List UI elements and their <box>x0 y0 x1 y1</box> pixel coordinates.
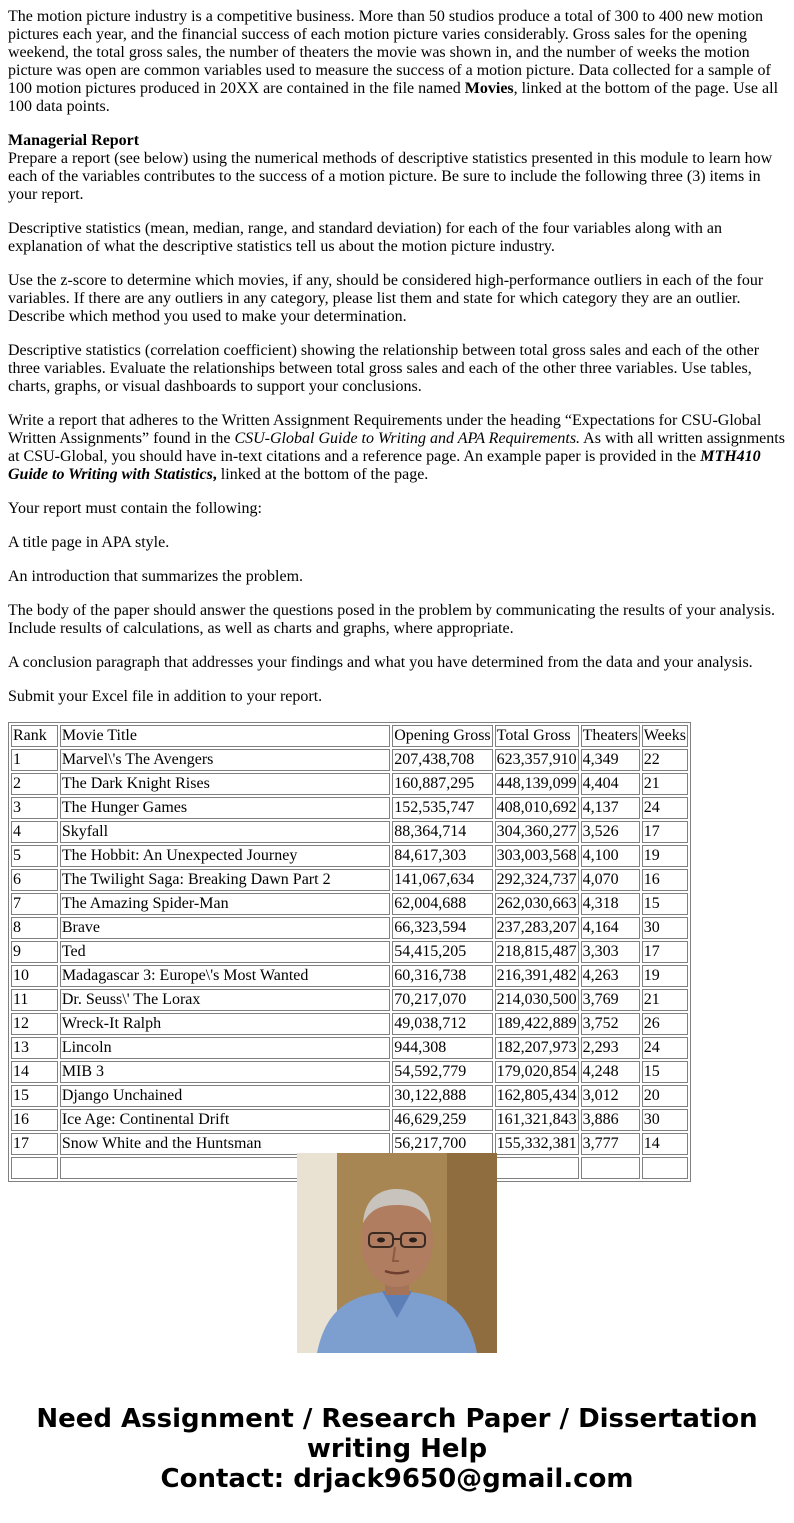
cell-theaters: 3,769 <box>581 989 640 1011</box>
cell-weeks: 14 <box>642 1133 688 1155</box>
cell-opening-gross: 30,122,888 <box>392 1085 492 1107</box>
intro-paragraph <box>8 8 786 116</box>
cell-opening-gross: 49,038,712 <box>392 1013 492 1035</box>
cell-total-gross: 161,321,843 <box>495 1109 579 1131</box>
cell-opening-gross: 88,364,714 <box>392 821 492 843</box>
cell-theaters: 4,100 <box>581 845 640 867</box>
cell-total-gross: 189,422,889 <box>495 1013 579 1035</box>
cell-theaters: 3,012 <box>581 1085 640 1107</box>
cell-weeks: 15 <box>642 1061 688 1083</box>
header-rank: Rank <box>11 725 58 747</box>
footer-line-help: Need Assignment / Research Paper / Dissertation <box>36 1404 758 1434</box>
cell-total-gross: 182,207,973 <box>495 1037 579 1059</box>
cell-total-gross: 303,003,568 <box>495 845 579 867</box>
cell-movie-title: Ted <box>60 941 390 963</box>
cell-opening-gross: 207,438,708 <box>392 749 492 771</box>
cell-rank: 8 <box>11 917 58 939</box>
table-row <box>11 989 688 1011</box>
cell-total-gross: 214,030,500 <box>495 989 579 1011</box>
cell-weeks: 19 <box>642 965 688 987</box>
requirement-conclusion: A conclusion paragraph that addresses your findings and what you have determined from the data and your analysis. <box>8 654 753 671</box>
header-opening-gross: Opening Gross <box>392 725 492 747</box>
cell-theaters: 3,886 <box>581 1109 640 1131</box>
cell-theaters: 4,070 <box>581 869 640 891</box>
cell-opening-gross: 152,535,747 <box>392 797 492 819</box>
cell-total-gross: 292,324,737 <box>495 869 579 891</box>
cell-empty <box>642 1157 688 1179</box>
cell-theaters: 4,137 <box>581 797 640 819</box>
cell-rank: 2 <box>11 773 58 795</box>
cell-theaters: 4,318 <box>581 893 640 915</box>
assignment-text <box>8 8 786 722</box>
cell-movie-title: The Hunger Games <box>60 797 390 819</box>
author-photo <box>297 1153 497 1353</box>
header-movie-title: Movie Title <box>60 725 390 747</box>
cell-opening-gross: 54,592,779 <box>392 1061 492 1083</box>
cell-opening-gross: 62,004,688 <box>392 893 492 915</box>
item-correlation: Descriptive statistics (correlation coefficient) showing the relationship between total gross sales and each of the other three variables. Evaluate the relationships between total gross sales and each of the other three variables. Use tables, charts, graphs, or visual dashboards to support your conclusions. <box>8 342 760 395</box>
cell-theaters: 4,404 <box>581 773 640 795</box>
cell-rank: 13 <box>11 1037 58 1059</box>
cell-movie-title: MIB 3 <box>60 1061 390 1083</box>
cell-rank: 14 <box>11 1061 58 1083</box>
cell-movie-title: Skyfall <box>60 821 390 843</box>
cell-rank: 6 <box>11 869 58 891</box>
report-heading: Managerial Report <box>8 132 140 149</box>
cell-total-gross: 448,139,099 <box>495 773 579 795</box>
cell-movie-title: The Hobbit: An Unexpected Journey <box>60 845 390 867</box>
cell-weeks: 15 <box>642 893 688 915</box>
cell-theaters: 4,349 <box>581 749 640 771</box>
cell-rank: 7 <box>11 893 58 915</box>
cell-opening-gross: 46,629,259 <box>392 1109 492 1131</box>
cell-opening-gross: 56,217,700 <box>392 1133 492 1155</box>
table-row <box>11 1133 688 1155</box>
cell-weeks: 24 <box>642 1037 688 1059</box>
cell-theaters: 4,263 <box>581 965 640 987</box>
write-paragraph <box>8 412 786 484</box>
cell-rank: 11 <box>11 989 58 1011</box>
cell-total-gross: 408,010,692 <box>495 797 579 819</box>
cell-empty <box>581 1157 640 1179</box>
cell-theaters: 4,248 <box>581 1061 640 1083</box>
intro-text-end: , linked at the bottom of the page. Use all 100 data points. <box>8 80 779 115</box>
movies-table-body <box>11 725 688 1179</box>
report-paragraph <box>8 132 786 204</box>
footer-line-contact: Contact: drjack9650@gmail.com <box>160 1464 634 1494</box>
cell-movie-title: Django Unchained <box>60 1085 390 1107</box>
table-row <box>11 797 688 819</box>
cell-movie-title: The Amazing Spider-Man <box>60 893 390 915</box>
table-row <box>11 1061 688 1083</box>
cell-rank: 4 <box>11 821 58 843</box>
cell-movie-title: Madagascar 3: Europe\'s Most Wanted <box>60 965 390 987</box>
cell-weeks: 30 <box>642 1109 688 1131</box>
table-row <box>11 1037 688 1059</box>
report-body: Prepare a report (see below) using the numerical methods of descriptive statistics presented in this module to learn how each of the variables contributes to the success of a motion picture. Be sure to include the following three (3) items in your report. <box>8 150 773 203</box>
table-header-row <box>11 725 688 747</box>
cell-movie-title: Brave <box>60 917 390 939</box>
cell-theaters: 3,303 <box>581 941 640 963</box>
cell-total-gross: 304,360,277 <box>495 821 579 843</box>
table-row <box>11 749 688 771</box>
requirement-title-page: A title page in APA style. <box>8 534 170 551</box>
table-row <box>11 869 688 891</box>
cell-rank: 10 <box>11 965 58 987</box>
cell-theaters: 3,777 <box>581 1133 640 1155</box>
cell-rank: 3 <box>11 797 58 819</box>
cell-theaters: 3,526 <box>581 821 640 843</box>
cell-opening-gross: 944,308 <box>392 1037 492 1059</box>
cell-theaters: 2,293 <box>581 1037 640 1059</box>
intro-text: The motion picture industry is a competitive business. More than 50 studios produce a total of 300 to 400 new motion pictures each year, and the financial success of each motion picture varies considerably. Gross sales for the opening weekend, the total gross sales, the number of theaters the movie was shown in, and the number of weeks the motion picture was open are common variables used to measure the success of a motion picture. Data collected for a sample of 100 motion pictures produced in 20XX are contained in the file named <box>8 8 771 97</box>
cell-total-gross: 623,357,910 <box>495 749 579 771</box>
cell-theaters: 3,752 <box>581 1013 640 1035</box>
item-descriptive: Descriptive statistics (mean, median, range, and standard deviation) for each of the four variables along with an explanation of what the descriptive statistics tell us about the motion picture industry. <box>8 220 722 255</box>
cell-weeks: 26 <box>642 1013 688 1035</box>
cell-opening-gross: 70,217,070 <box>392 989 492 1011</box>
table-row <box>11 893 688 915</box>
cell-opening-gross: 160,887,295 <box>392 773 492 795</box>
write-text-1: Write a report that adheres to the Written Assignment Requirements under the heading “Expectations for CSU-Global Written Assignments” found in the <box>8 412 762 447</box>
table-row <box>11 965 688 987</box>
header-weeks: Weeks <box>642 725 688 747</box>
write-comma: , <box>212 466 217 483</box>
table-row <box>11 845 688 867</box>
cell-rank: 1 <box>11 749 58 771</box>
cell-empty <box>11 1157 58 1179</box>
cell-rank: 12 <box>11 1013 58 1035</box>
cell-total-gross: 179,020,854 <box>495 1061 579 1083</box>
cell-weeks: 16 <box>642 869 688 891</box>
header-theaters: Theaters <box>581 725 640 747</box>
cell-weeks: 21 <box>642 773 688 795</box>
requirement-body: The body of the paper should answer the questions posed in the problem by communicating the results of your analysis. Include results of calculations, as well as charts and graphs, where appropriate. <box>8 602 775 637</box>
cell-total-gross: 162,805,434 <box>495 1085 579 1107</box>
table-row <box>11 1013 688 1035</box>
cell-total-gross: 155,332,381 <box>495 1133 579 1155</box>
cell-movie-title: The Twilight Saga: Breaking Dawn Part 2 <box>60 869 390 891</box>
table-row <box>11 1109 688 1131</box>
cell-movie-title: Snow White and the Huntsman <box>60 1133 390 1155</box>
cell-rank: 9 <box>11 941 58 963</box>
table-row <box>11 941 688 963</box>
cell-movie-title: Dr. Seuss\' The Lorax <box>60 989 390 1011</box>
cell-weeks: 17 <box>642 821 688 843</box>
cell-weeks: 21 <box>642 989 688 1011</box>
cell-rank: 15 <box>11 1085 58 1107</box>
movies-table-container <box>8 722 691 1152</box>
cell-movie-title: Lincoln <box>60 1037 390 1059</box>
cell-weeks: 24 <box>642 797 688 819</box>
cell-weeks: 22 <box>642 749 688 771</box>
requirement-introduction: An introduction that summarizes the problem. <box>8 568 304 585</box>
write-text-2: As with all written assignments at CSU-Global, you should have in-text citations and a reference page. An example paper is provided in the <box>8 430 785 465</box>
cell-opening-gross: 54,415,205 <box>392 941 492 963</box>
requirements-lead: Your report must contain the following: <box>8 500 262 517</box>
item-zscore: Use the z-score to determine which movies, if any, should be considered high-performance outliers in each of the four variables. If there are any outliers in any category, please list them and state for which category they are an outlier. Describe which method you used to make your determination. <box>8 272 764 325</box>
cell-rank: 16 <box>11 1109 58 1131</box>
table-row <box>11 773 688 795</box>
cell-movie-title: Marvel\'s The Avengers <box>60 749 390 771</box>
cell-empty <box>495 1157 579 1179</box>
cell-opening-gross: 141,067,634 <box>392 869 492 891</box>
cell-weeks: 17 <box>642 941 688 963</box>
csu-guide-title: CSU-Global Guide to Writing and APA Requirements. <box>234 430 581 447</box>
cell-movie-title: The Dark Knight Rises <box>60 773 390 795</box>
footer-line-writing: writing Help <box>306 1434 488 1464</box>
cell-theaters: 4,164 <box>581 917 640 939</box>
requirement-submit: Submit your Excel file in addition to your report. <box>8 688 323 705</box>
movies-table <box>8 722 691 1182</box>
footer-contact-banner <box>0 1404 794 1494</box>
author-portrait-image <box>297 1153 497 1353</box>
movies-file-name: Movies <box>464 80 514 97</box>
cell-opening-gross: 60,316,738 <box>392 965 492 987</box>
cell-total-gross: 237,283,207 <box>495 917 579 939</box>
cell-opening-gross: 66,323,594 <box>392 917 492 939</box>
header-total-gross: Total Gross <box>495 725 579 747</box>
cell-total-gross: 216,391,482 <box>495 965 579 987</box>
cell-movie-title: Ice Age: Continental Drift <box>60 1109 390 1131</box>
table-row <box>11 1085 688 1107</box>
mth410-guide-title: MTH410 Guide to Writing with Statistics <box>8 448 761 483</box>
cell-rank: 17 <box>11 1133 58 1155</box>
cell-movie-title: Wreck-It Ralph <box>60 1013 390 1035</box>
cell-total-gross: 218,815,487 <box>495 941 579 963</box>
table-row <box>11 821 688 843</box>
cell-weeks: 19 <box>642 845 688 867</box>
cell-weeks: 20 <box>642 1085 688 1107</box>
cell-weeks: 30 <box>642 917 688 939</box>
cell-opening-gross: 84,617,303 <box>392 845 492 867</box>
cell-total-gross: 262,030,663 <box>495 893 579 915</box>
table-row <box>11 917 688 939</box>
cell-rank: 5 <box>11 845 58 867</box>
write-text-3: linked at the bottom of the page. <box>216 466 429 483</box>
